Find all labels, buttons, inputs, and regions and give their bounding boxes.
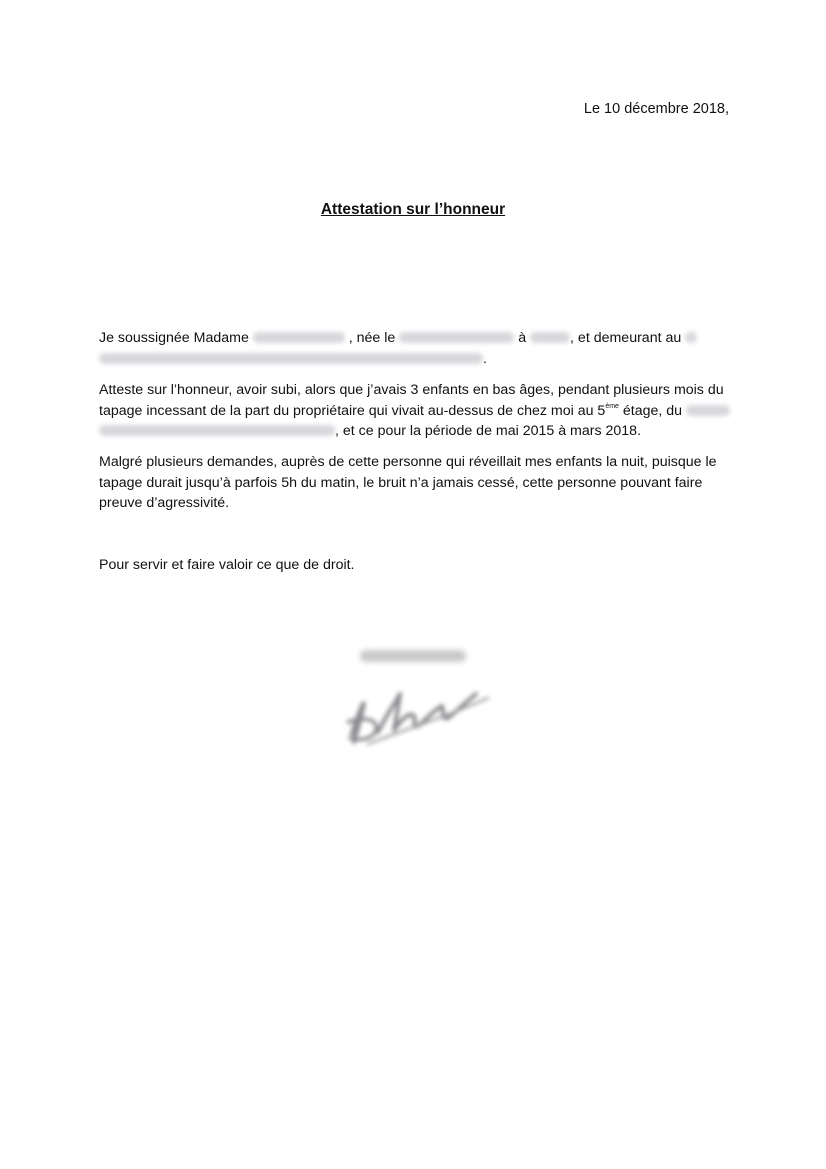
attestation-line-2-end: étage, du [618, 402, 683, 419]
redacted-signatory-name [360, 650, 466, 662]
identity-address-text: , et demeurant au [570, 330, 682, 346]
identity-intro-text: Je soussignée Madame [99, 330, 249, 346]
paragraph-attestation-line-2 [99, 401, 731, 422]
document-title: Attestation sur l’honneur [320, 201, 506, 218]
paragraph-identity-line-1 [99, 328, 731, 349]
redacted-address-start [685, 332, 697, 343]
paragraph-details-line-1: Malgré plusieurs demandes, auprès de cette personne qui réveillait mes enfants la nuit, puisque le [99, 454, 717, 470]
closing-statement: Pour servir et faire valoir ce que de droit. [99, 557, 355, 573]
identity-end-text: . [483, 350, 487, 367]
paragraph-identity-line-2 [99, 349, 731, 370]
identity-birth-text: , née le [348, 330, 396, 346]
paragraph-attestation [99, 380, 731, 442]
redacted-address [99, 353, 483, 364]
paragraph-details-line-3: preuve d’agressivité. [99, 495, 230, 511]
redacted-birth-place [530, 332, 570, 343]
signature-image [338, 672, 498, 752]
identity-place-text: à [518, 330, 527, 346]
attestation-line-3-text: , et ce pour la période de mai 2015 à mars 2018. [335, 423, 642, 439]
redacted-neighbor [99, 425, 335, 436]
redacted-birth-date [399, 332, 514, 343]
paragraph-attestation-line-1: Atteste sur l’honneur, avoir subi, alors que j’avais 3 enfants en bas âges, pendant plusieurs mois du [99, 382, 724, 398]
redacted-neighbor-start [686, 405, 730, 416]
paragraph-details [99, 452, 731, 514]
document-date: Le 10 décembre 2018, [583, 101, 729, 117]
redacted-name [253, 332, 345, 343]
paragraph-attestation-line-3 [99, 421, 731, 442]
paragraph-details-line-2: tapage durait jusqu’à parfois 5h du matin, le bruit n’a jamais cessé, cette personne pouvant faire [99, 474, 703, 491]
attestation-line-2-text: tapage incessant de la part du propriétaire qui vivait au-dessus de chez moi au 5 [99, 402, 606, 419]
paragraph-identity [99, 328, 731, 369]
floor-superscript: ème [605, 402, 619, 410]
